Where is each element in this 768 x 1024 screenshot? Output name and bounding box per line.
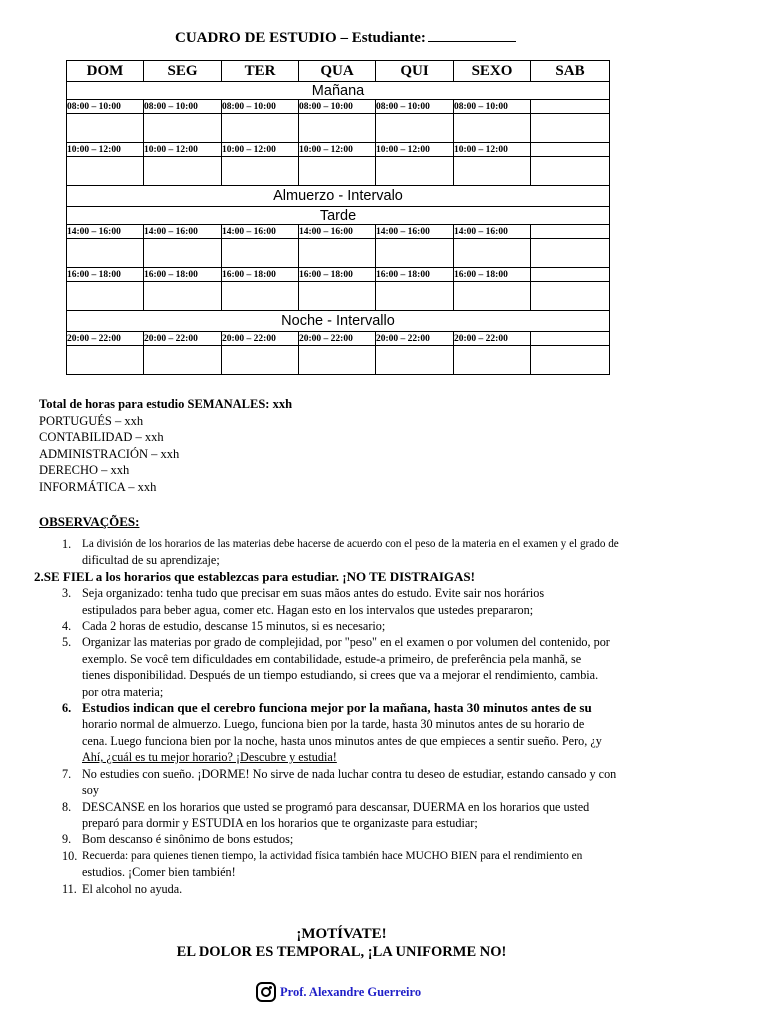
- item-number: 3.: [62, 586, 72, 601]
- time-slot: 16:00 – 18:00: [67, 268, 144, 282]
- time-slot: 10:00 – 12:00: [299, 143, 376, 157]
- time-slot: 14:00 – 16:00: [67, 225, 144, 239]
- time-slot-empty: [531, 268, 610, 282]
- subject-total: PORTUGUÉS – xxh: [39, 413, 144, 428]
- item-text: Seja organizado: tenha tudo que precisar em suas mãos antes do estudo. Evite sair nos horários: [82, 586, 545, 601]
- title-text: CUADRO DE ESTUDIO – Estudiante:: [175, 30, 426, 46]
- time-slot: 16:00 – 18:00: [144, 268, 222, 282]
- schedule-table: [66, 60, 610, 375]
- item-text: por otra materia;: [82, 684, 164, 699]
- student-name-blank: [428, 28, 516, 42]
- item-text: soy: [82, 783, 99, 798]
- schedule-cell[interactable]: [376, 282, 454, 311]
- schedule-cell[interactable]: [299, 282, 376, 311]
- time-row: [67, 225, 610, 239]
- item-text: tienes disponibilidad. Después de un tiempo estudiando, si crees que va a mejorar el rendimiento, cambia.: [82, 668, 599, 683]
- day-header: TER: [222, 61, 299, 82]
- schedule-cell[interactable]: [376, 157, 454, 186]
- item-text: Bom descanso é sinônimo de bons estudos;: [82, 832, 294, 847]
- time-slot: 08:00 – 10:00: [67, 100, 144, 114]
- schedule-cell[interactable]: [454, 239, 531, 268]
- time-slot: 20:00 – 22:00: [454, 332, 531, 346]
- time-slot: 14:00 – 16:00: [144, 225, 222, 239]
- motivation-slogan: EL DOLOR ES TEMPORAL, ¡LA UNIFORME NO!: [176, 944, 507, 960]
- time-row: [67, 268, 610, 282]
- item-number: 10.: [62, 848, 78, 863]
- day-header: SEXO: [454, 61, 531, 82]
- item-text: dificultad de su aprendizaje;: [82, 553, 220, 568]
- schedule-cell[interactable]: [454, 282, 531, 311]
- section-morning: Mañana: [67, 82, 610, 100]
- time-slot: 10:00 – 12:00: [67, 143, 144, 157]
- schedule-cell[interactable]: [299, 346, 376, 375]
- time-slot: 08:00 – 10:00: [299, 100, 376, 114]
- schedule-cell[interactable]: [376, 346, 454, 375]
- time-slot: 08:00 – 10:00: [222, 100, 299, 114]
- item-number: 9.: [62, 832, 72, 847]
- observation-item: [62, 536, 767, 569]
- day-header: SEG: [144, 61, 222, 82]
- item-number: 1.: [62, 537, 72, 551]
- schedule-cell[interactable]: [222, 346, 299, 375]
- schedule-cell[interactable]: [531, 346, 610, 375]
- schedule-cell[interactable]: [67, 346, 144, 375]
- blank-row: [67, 346, 610, 375]
- section-afternoon: Tarde: [67, 207, 610, 225]
- observation-item: [34, 569, 767, 585]
- observation-item: [62, 848, 767, 881]
- time-slot: 16:00 – 18:00: [222, 268, 299, 282]
- subject-total: DERECHO – xxh: [39, 463, 130, 477]
- observation-item: [62, 766, 732, 799]
- day-header: DOM: [67, 61, 144, 82]
- schedule-cell[interactable]: [67, 157, 144, 186]
- section-night: Noche - Intervallo: [67, 311, 610, 332]
- schedule-cell[interactable]: [531, 282, 610, 311]
- item-text: La división de los horarios de las materias debe hacerse de acuerdo con el peso de la materia en el examen y el grado de: [82, 538, 619, 550]
- item-text: estudios. ¡Comer bien también!: [82, 865, 236, 880]
- item-text: Organizar las materias por grado de complejidad, por "peso" en el examen o por volumen del contenido, por: [82, 635, 610, 650]
- schedule-cell[interactable]: [376, 239, 454, 268]
- time-row: [67, 332, 610, 346]
- item-number: 8.: [62, 799, 72, 814]
- item-number: 6.: [62, 701, 72, 716]
- item-text: estipulados para beber agua, comer etc. Hagan esto en los intervalos que ustedes prepararon;: [82, 602, 534, 617]
- schedule-cell[interactable]: [299, 157, 376, 186]
- time-slot: 20:00 – 22:00: [299, 332, 376, 346]
- schedule-cell[interactable]: [299, 114, 376, 143]
- schedule-cell[interactable]: [454, 157, 531, 186]
- time-slot-empty: [531, 332, 610, 346]
- schedule-cell[interactable]: [144, 114, 222, 143]
- item-text: El alcohol no ayuda.: [82, 881, 183, 896]
- observation-item: [62, 881, 767, 897]
- schedule-cell[interactable]: [67, 282, 144, 311]
- schedule-cell[interactable]: [67, 114, 144, 143]
- item-text: DESCANSE en los horarios que usted se programó para descansar, DUERMA en los horarios que usted: [82, 799, 590, 814]
- item-text: Cada 2 horas de estudio, descanse 15 minutos, si es necesario;: [82, 619, 386, 634]
- subject-total: CONTABILIDAD – xxh: [39, 430, 164, 444]
- item-text: No estudies con sueño. ¡DORME! No sirve de nada luchar contra tu deseo de estudiar, estando cansado y con: [82, 766, 617, 781]
- schedule-cell[interactable]: [531, 114, 610, 143]
- schedule-cell[interactable]: [144, 239, 222, 268]
- time-slot: 10:00 – 12:00: [222, 143, 299, 157]
- observation-item: [62, 634, 732, 700]
- time-slot: 08:00 – 10:00: [376, 100, 454, 114]
- item-text: exemplo. Se você tem dificuldades em contabilidade, estude-a primeiro, de preferência pela manhã, se: [82, 651, 582, 666]
- schedule-cell[interactable]: [531, 239, 610, 268]
- time-slot-empty: [531, 225, 610, 239]
- schedule-cell[interactable]: [531, 157, 610, 186]
- time-row: [67, 100, 610, 114]
- time-slot: 16:00 – 18:00: [376, 268, 454, 282]
- observation-item: [62, 618, 767, 634]
- time-slot-empty: [531, 100, 610, 114]
- time-slot: 20:00 – 22:00: [144, 332, 222, 346]
- time-slot: 10:00 – 12:00: [454, 143, 531, 157]
- schedule-cell[interactable]: [222, 239, 299, 268]
- day-header: SAB: [531, 61, 610, 82]
- observation-item: [62, 799, 690, 832]
- page-title: [175, 28, 516, 47]
- schedule-cell[interactable]: [376, 114, 454, 143]
- time-slot: 08:00 – 10:00: [144, 100, 222, 114]
- item-number: 11.: [62, 881, 77, 896]
- time-slot: 16:00 – 18:00: [299, 268, 376, 282]
- schedule-cell[interactable]: [144, 157, 222, 186]
- item-number: 4.: [62, 619, 72, 634]
- motivation-heading: ¡MOTÍVATE!: [296, 926, 387, 942]
- item-text: Ahí, ¿cuál es tu mejor horario? ¡Descubre y estudia!: [82, 750, 337, 765]
- item-text: Estudios indican que el cerebro funciona mejor por la mañana, hasta 30 minutos antes de su: [82, 700, 592, 716]
- time-slot: 08:00 – 10:00: [454, 100, 531, 114]
- observation-item: [62, 700, 704, 766]
- item-number: 7.: [62, 766, 72, 781]
- time-slot: 20:00 – 22:00: [376, 332, 454, 346]
- schedule-cell[interactable]: [222, 114, 299, 143]
- time-slot: 10:00 – 12:00: [144, 143, 222, 157]
- day-header: QUI: [376, 61, 454, 82]
- author-credit: [256, 982, 421, 1002]
- observation-item: [62, 831, 342, 847]
- time-slot: 10:00 – 12:00: [376, 143, 454, 157]
- blank-row: [67, 114, 610, 143]
- time-slot-empty: [531, 143, 610, 157]
- blank-row: [67, 282, 610, 311]
- author-name[interactable]: Prof. Alexandre Guerreiro: [280, 984, 422, 999]
- time-slot: 20:00 – 22:00: [222, 332, 299, 346]
- time-slot: 16:00 – 18:00: [454, 268, 531, 282]
- totals-heading: Total de horas para estudio SEMANALES: xxh: [39, 397, 293, 411]
- day-header: QUA: [299, 61, 376, 82]
- item-text: preparó para dormir y ESTUDIA en los horarios que te organizaste para estudiar;: [82, 815, 478, 830]
- schedule-cell[interactable]: [222, 282, 299, 311]
- schedule-cell[interactable]: [454, 346, 531, 375]
- subject-total: ADMINISTRACIÓN – xxh: [39, 446, 180, 461]
- observations-heading: OBSERVAÇÕES:: [39, 514, 140, 529]
- time-slot: 14:00 – 16:00: [376, 225, 454, 239]
- item-text: Recuerda: para quienes tienen tiempo, la actividad física también hace MUCHO BIEN para el rendimiento en: [82, 849, 583, 862]
- item-number: 5.: [62, 635, 72, 650]
- schedule-cell[interactable]: [144, 346, 222, 375]
- time-slot: 14:00 – 16:00: [454, 225, 531, 239]
- schedule-cell[interactable]: [144, 282, 222, 311]
- observations-list: [34, 536, 767, 897]
- schedule-cell[interactable]: [222, 157, 299, 186]
- blank-row: [67, 157, 610, 186]
- item-text: 2.SE FIEL a los horarios que establezcas para estudiar. ¡NO TE DISTRAIGAS!: [34, 568, 475, 584]
- schedule-cell[interactable]: [67, 239, 144, 268]
- item-text: horario normal de almuerzo. Luego, funciona bien por la tarde, hasta 30 minutos antes de su horario de: [82, 717, 585, 732]
- time-row: [67, 143, 610, 157]
- subject-total: INFORMÁTICA – xxh: [39, 479, 157, 494]
- schedule-cell[interactable]: [299, 239, 376, 268]
- time-slot: 20:00 – 22:00: [67, 332, 144, 346]
- blank-row: [67, 239, 610, 268]
- schedule-cell[interactable]: [454, 114, 531, 143]
- section-lunch: Almuerzo - Intervalo: [67, 186, 610, 207]
- item-text: cena. Luego funciona bien por la noche, hasta unos minutos antes de que empieces a sentir sueño. Pero, ¿y: [82, 733, 602, 748]
- time-slot: 14:00 – 16:00: [222, 225, 299, 239]
- time-slot: 14:00 – 16:00: [299, 225, 376, 239]
- observation-item: [62, 585, 690, 618]
- days-header-row: [67, 61, 610, 82]
- weekly-totals: [39, 396, 292, 495]
- instagram-icon[interactable]: [256, 982, 276, 1002]
